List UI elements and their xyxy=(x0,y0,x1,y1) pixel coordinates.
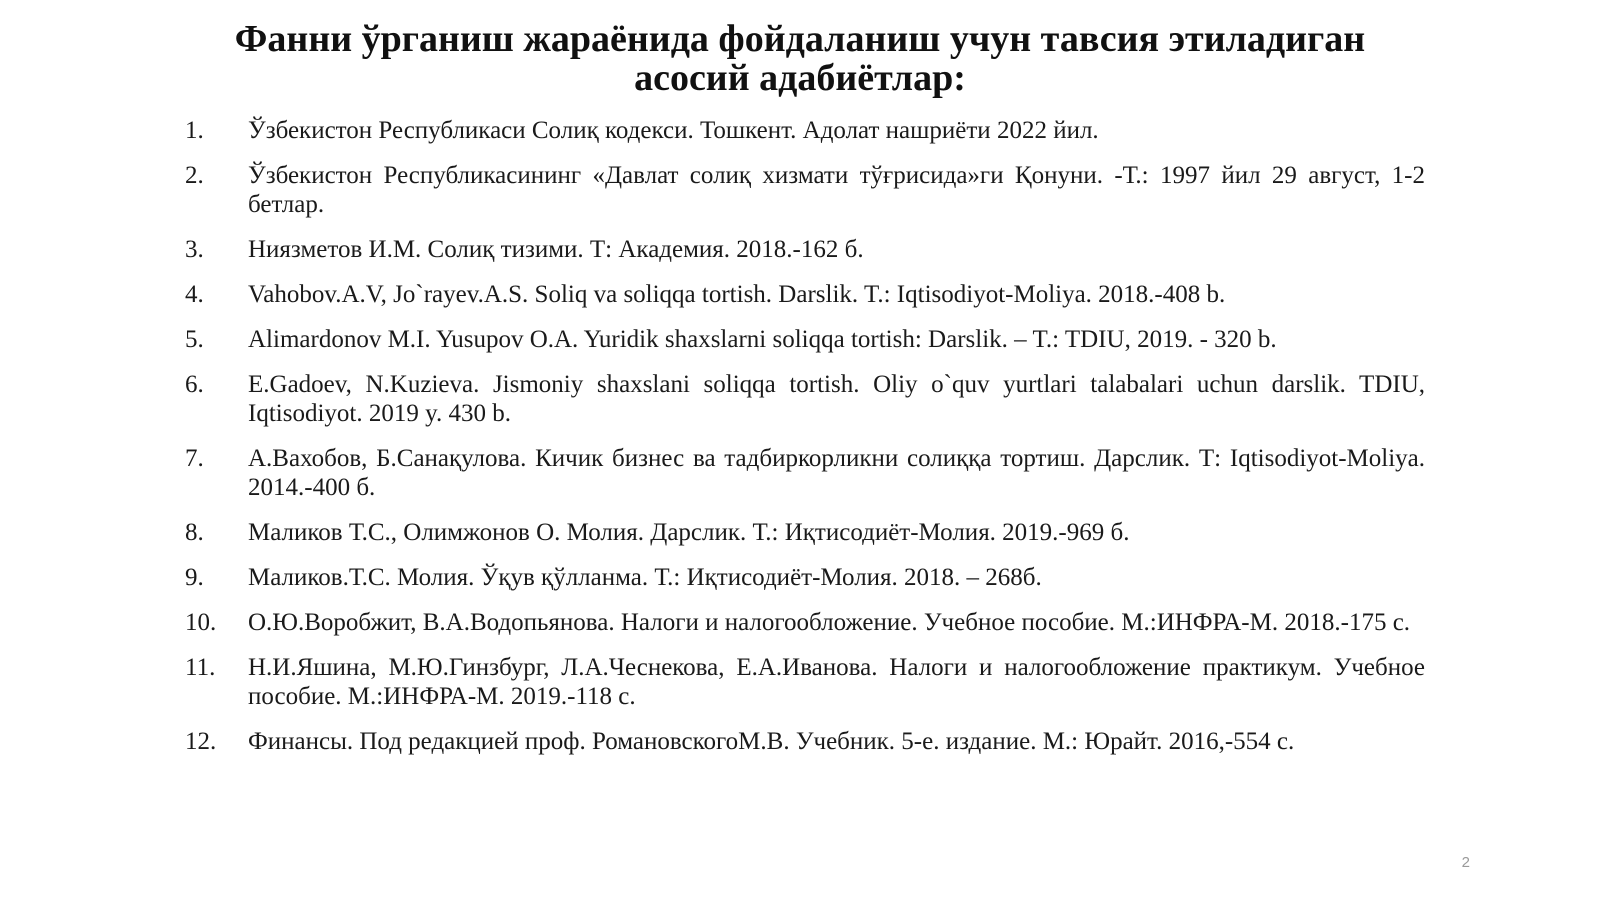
reference-text: Vahobov.A.V, Jo`rayev.A.S. Soliq va soliqqa tortish. Darslik. T.: Iqtisodiyot-Moliya. 2018.-408 b. xyxy=(248,281,1226,308)
reference-item xyxy=(185,235,1425,264)
reference-number: 5. xyxy=(185,326,204,353)
reference-text: Ниязметов И.М. Солиқ тизими. Т: Академия. 2018.-162 б. xyxy=(248,236,864,263)
reference-number: 8. xyxy=(185,519,204,546)
reference-item xyxy=(185,444,1425,502)
reference-text: О.Ю.Воробжит, В.А.Водопьянова. Налоги и налогообложение. Учебное пособие. М.:ИНФРА-М. 2018.-175 с. xyxy=(248,609,1411,636)
reference-text: E.Gadoev, N.Kuzieva. Jismoniy shaxslani soliqqa tortish. Oliy o`quv yurtlari talabalari uchun darslik. TDIU, Iqtisodiyot. 2019 y. 430 b. xyxy=(248,371,1425,427)
reference-number: 12. xyxy=(185,728,217,755)
reference-list xyxy=(185,116,1425,772)
reference-number: 7. xyxy=(185,445,204,472)
reference-number: 1. xyxy=(185,117,204,144)
reference-item xyxy=(185,161,1425,219)
reference-item xyxy=(185,608,1425,637)
reference-number: 9. xyxy=(185,564,204,591)
page-number: 2 xyxy=(1461,854,1470,871)
reference-item xyxy=(185,370,1425,428)
reference-text: Ўзбекистон Республикаси Солиқ кодекси. Тошкент. Адолат нашриёти 2022 йил. xyxy=(248,117,1099,144)
reference-text: Маликов.Т.С. Молия. Ўқув қўлланма. Т.: Иқтисодиёт-Молия. 2018. – 268б. xyxy=(248,564,1042,591)
reference-text: Финансы. Под редакцией проф. РомановскогоМ.В. Учебник. 5-е. издание. М.: Юрайт. 2016,-554 с. xyxy=(248,728,1295,755)
reference-text: Маликов Т.С., Олимжонов О. Молия. Дарслик. Т.: Иқтисодиёт-Молия. 2019.-969 б. xyxy=(248,519,1130,546)
reference-item xyxy=(185,653,1425,711)
slide-title-line-2: асосий адабиётлар: xyxy=(634,57,966,99)
reference-number: 6. xyxy=(185,371,204,398)
slide-title xyxy=(150,20,1450,98)
reference-item xyxy=(185,518,1425,547)
reference-item xyxy=(185,563,1425,592)
reference-number: 2. xyxy=(185,162,204,189)
reference-text: Ўзбекистон Республикасининг «Давлат солиқ хизмати тўғрисида»ги Қонуни. -Т.: 1997 йил 29 август, 1-2 бетлар. xyxy=(248,162,1425,218)
reference-number: 11. xyxy=(185,654,216,681)
reference-item xyxy=(185,280,1425,309)
slide-title-line-1: Фанни ўрганиш жараёнида фойдаланиш учун тавсия этиладиган xyxy=(234,18,1366,60)
reference-text: Н.И.Яшина, М.Ю.Гинзбург, Л.А.Чеснекова, Е.А.Иванова. Налоги и налогообложение практикум. Учебное пособие. М.:ИНФРА-М. 2019.-118 с. xyxy=(248,654,1425,710)
reference-text: Alimardonov M.I. Yusupov O.A. Yuridik shaxslarni soliqqa tortish: Darslik. – T.: TDIU, 2019. - 320 b. xyxy=(248,326,1277,353)
reference-text: А.Вахобов, Б.Санақулова. Кичик бизнес ва тадбиркорликни солиққа тортиш. Дарслик. Т: Iqtisodiyot-Moliya. 2014.-400 б. xyxy=(248,445,1425,501)
reference-item xyxy=(185,116,1425,145)
reference-number: 3. xyxy=(185,236,204,263)
reference-number: 4. xyxy=(185,281,204,308)
reference-item xyxy=(185,325,1425,354)
reference-item xyxy=(185,727,1425,756)
reference-number: 10. xyxy=(185,609,217,636)
